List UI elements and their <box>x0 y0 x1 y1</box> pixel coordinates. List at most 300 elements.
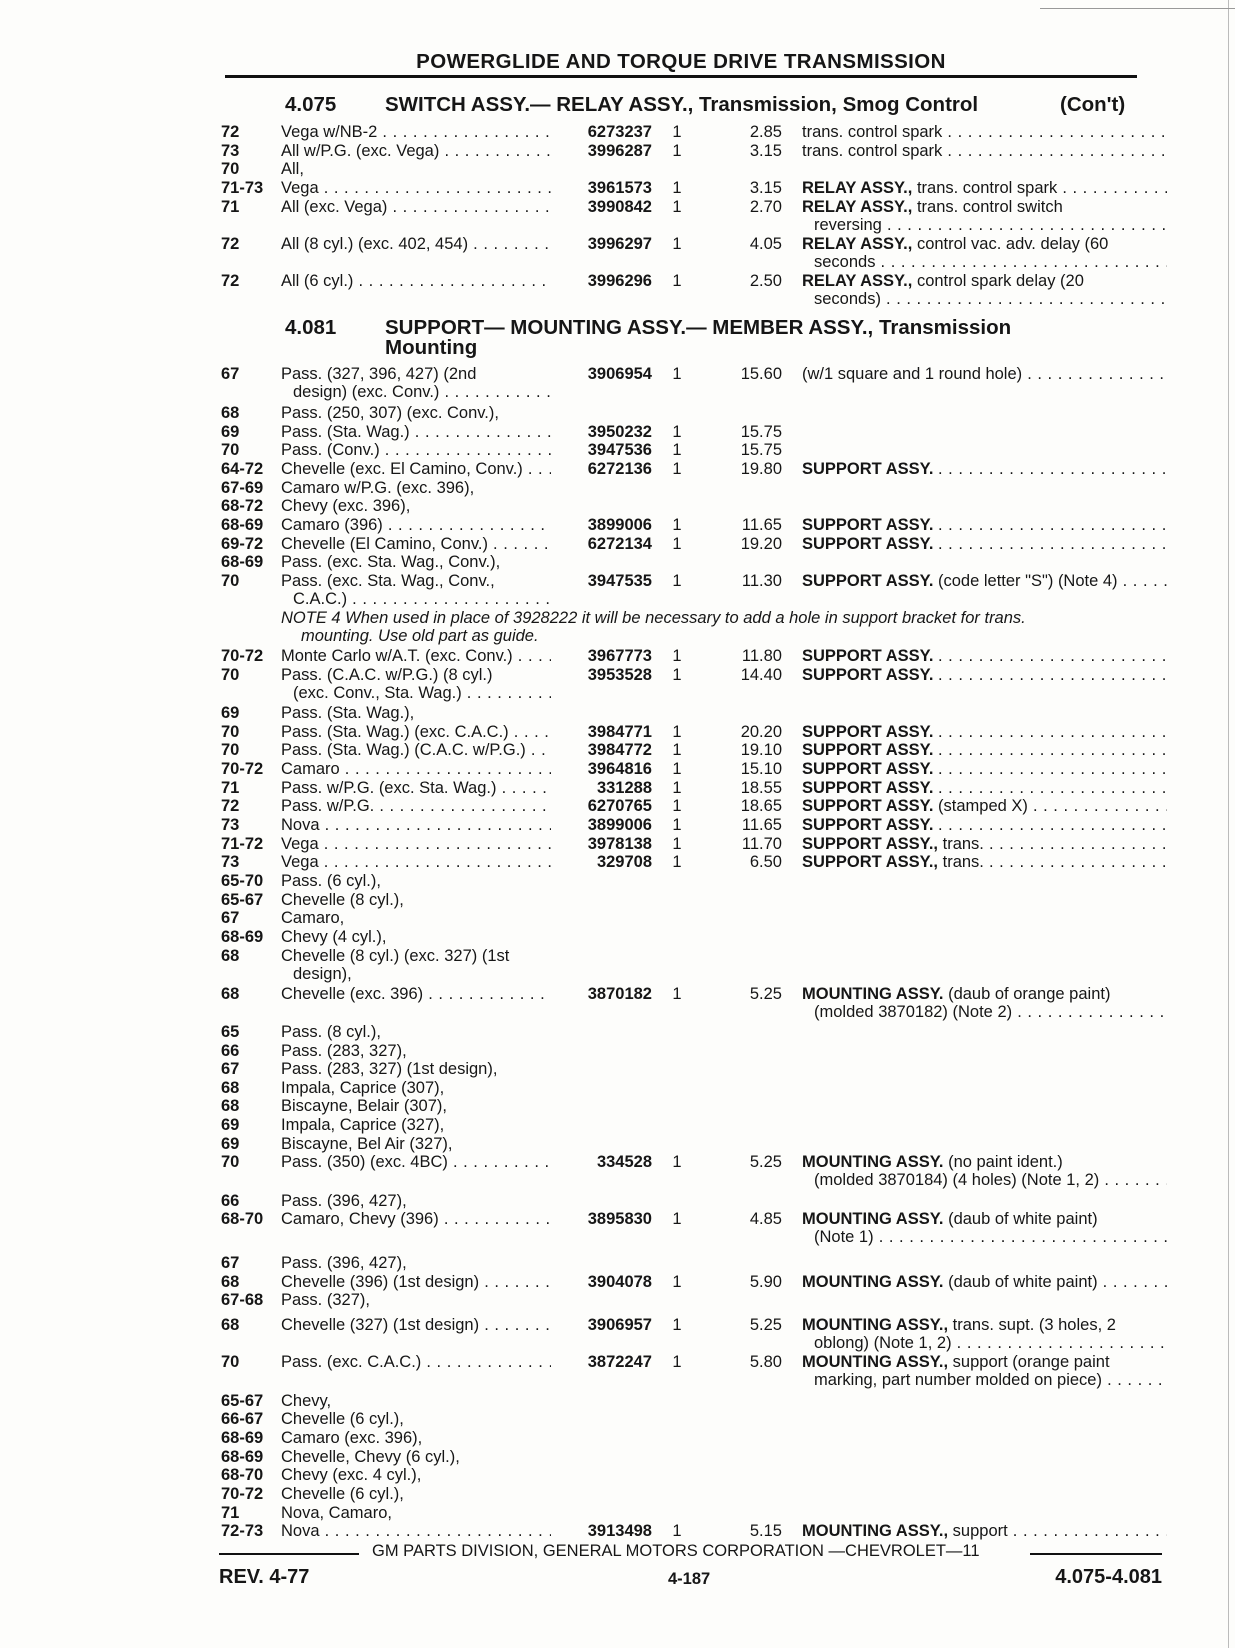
description-cell <box>802 1153 1167 1189</box>
description-bold: MOUNTING ASSY., <box>802 1353 949 1371</box>
price: 5.25 <box>749 985 782 1003</box>
model-year: 68-69 <box>221 928 264 946</box>
model-year: 71 <box>221 1504 240 1522</box>
model-year: 71-73 <box>221 179 264 197</box>
description-text-cont: (Note 1) . . . <box>802 1228 1167 1246</box>
description-bold: MOUNTING ASSY. <box>802 1153 944 1171</box>
part-number: 3906954 <box>587 365 652 383</box>
application-text: Pass. (396, 427), <box>281 1254 407 1272</box>
application-text: Chevelle (exc. El Camino, Conv.) . . . <box>281 460 551 478</box>
description-text-cont: reversing . . . <box>802 216 1167 234</box>
page-title: POWERGLIDE AND TORQUE DRIVE TRANSMISSION <box>416 50 946 73</box>
description-cell <box>802 572 1167 590</box>
price: 11.80 <box>741 647 782 665</box>
part-number: 3899006 <box>587 816 652 834</box>
application-cell <box>281 1392 551 1410</box>
model-year: 71-72 <box>221 835 264 853</box>
model-year: 68-69 <box>221 516 264 534</box>
application-text: Vega . . . <box>281 179 551 197</box>
description-text: trans. <box>942 853 984 871</box>
description-bold: MOUNTING ASSY. <box>802 985 944 1003</box>
model-year: 72 <box>221 123 240 141</box>
quantity: 1 <box>672 1153 682 1171</box>
application-text: Nova, Camaro, <box>281 1504 392 1522</box>
description-cell <box>802 723 1167 741</box>
part-number: 3947535 <box>587 572 652 590</box>
application-cell <box>281 985 551 1003</box>
application-cell <box>281 535 551 553</box>
description-bold: SUPPORT ASSY. <box>802 535 934 553</box>
part-number: 3895830 <box>587 1210 652 1228</box>
note-line-2: mounting. Use old part as guide. <box>301 627 539 645</box>
description-line <box>802 535 1167 553</box>
quantity: 1 <box>672 1273 682 1291</box>
price: 20.20 <box>740 723 782 741</box>
price: 4.05 <box>749 235 782 253</box>
application-cell <box>281 1153 551 1171</box>
description-cell <box>802 272 1167 308</box>
model-year: 70 <box>221 666 240 684</box>
model-year: 68 <box>221 1273 240 1291</box>
price: 6.50 <box>749 853 782 871</box>
model-year: 68-69 <box>221 553 264 571</box>
model-year: 68 <box>221 1079 240 1097</box>
model-year: 71 <box>221 779 240 797</box>
title-rule <box>225 75 1137 78</box>
application-text: Pass. (C.A.C. w/P.G.) (8 cyl.) <box>281 666 493 684</box>
model-year: 68-69 <box>221 1429 264 1447</box>
application-cell <box>281 1504 551 1522</box>
part-number: 3964816 <box>587 760 652 778</box>
application-text: Chevelle (396) (1st design) . . . <box>281 1273 551 1291</box>
quantity: 1 <box>672 797 682 815</box>
application-text: All (8 cyl.) (exc. 402, 454) . . . <box>281 235 551 253</box>
description-line <box>802 179 1167 197</box>
application-text: Camaro w/P.G. (exc. 396), <box>281 479 475 497</box>
application-cell <box>281 647 551 665</box>
description-line <box>802 198 1063 216</box>
description-line <box>802 365 1167 383</box>
description-line <box>802 516 1167 534</box>
application-cell <box>281 779 551 797</box>
description-bold: SUPPORT ASSY. <box>802 723 934 741</box>
description-text: (stamped X) <box>938 797 1028 815</box>
quantity: 1 <box>672 853 682 871</box>
part-number: 3996297 <box>587 235 652 253</box>
application-text: Camaro, <box>281 909 345 927</box>
description-bold: MOUNTING ASSY. <box>802 1210 944 1228</box>
application-text: All (6 cyl.) . . . <box>281 272 551 290</box>
quantity: 1 <box>672 1210 682 1228</box>
description-text: trans. control spark <box>802 142 943 160</box>
application-text: Pass. w/P.G. . . . <box>281 797 551 815</box>
price: 5.25 <box>749 1153 782 1171</box>
model-year: 68-70 <box>221 1466 264 1484</box>
quantity: 1 <box>672 816 682 834</box>
description-line <box>802 1210 1098 1228</box>
application-cell <box>281 160 551 178</box>
application-text: Pass. (exc. C.A.C.) . . . <box>281 1353 551 1371</box>
price: 3.15 <box>749 142 782 160</box>
description-bold: MOUNTING ASSY. <box>802 1273 944 1291</box>
application-cell <box>281 741 551 759</box>
application-text: Camaro (exc. 396), <box>281 1429 423 1447</box>
description-text: control vac. adv. delay (60 <box>916 235 1109 253</box>
quantity: 1 <box>672 985 682 1003</box>
model-year: 64-72 <box>221 460 264 478</box>
footer-revision: REV. 4-77 <box>219 1566 310 1588</box>
description-bold: RELAY ASSY., <box>802 198 913 216</box>
application-text: Pass. (327), <box>281 1291 370 1309</box>
description-line <box>802 460 1167 478</box>
model-year: 70 <box>221 1153 240 1171</box>
application-cell <box>281 1079 551 1097</box>
description-bold: SUPPORT ASSY., <box>802 853 939 871</box>
description-bold: RELAY ASSY., <box>802 272 913 290</box>
quantity: 1 <box>672 1353 682 1371</box>
application-text: Vega w/NB-2 . . . <box>281 123 551 141</box>
application-cell <box>281 235 551 253</box>
description-text: support (orange paint <box>952 1353 1110 1371</box>
part-number: 3996296 <box>587 272 652 290</box>
part-number: 329708 <box>596 853 652 871</box>
description-bold: MOUNTING ASSY., <box>802 1316 949 1334</box>
quantity: 1 <box>672 647 682 665</box>
application-text: Pass. (250, 307) (exc. Conv.), <box>281 404 499 422</box>
description-text: control spark delay (20 <box>916 272 1084 290</box>
application-text-cont: C.A.C.) . . . <box>281 590 551 608</box>
model-year: 69 <box>221 423 240 441</box>
description-line <box>802 779 1167 797</box>
description-line <box>802 1353 1110 1371</box>
scan-edge-line <box>1228 0 1229 1648</box>
price: 19.80 <box>740 460 782 478</box>
price: 5.80 <box>749 1353 782 1371</box>
description-bold: SUPPORT ASSY. <box>802 797 934 815</box>
part-number: 3870182 <box>587 985 652 1003</box>
description-cell <box>802 760 1167 778</box>
quantity: 1 <box>672 179 682 197</box>
price: 5.90 <box>749 1273 782 1291</box>
section-number: 4.075 <box>285 93 337 116</box>
part-number: 334528 <box>596 1153 652 1171</box>
model-year: 68-69 <box>221 1448 264 1466</box>
price: 11.65 <box>741 516 782 534</box>
quantity: 1 <box>672 741 682 759</box>
application-cell <box>281 365 551 401</box>
note-4 <box>281 609 1141 645</box>
description-text: trans. <box>942 835 984 853</box>
application-text: Pass. (283, 327) (1st design), <box>281 1060 498 1078</box>
description-cell <box>802 666 1167 684</box>
model-year: 70 <box>221 1353 240 1371</box>
description-bold: RELAY ASSY., <box>802 235 913 253</box>
quantity: 1 <box>672 423 682 441</box>
application-cell <box>281 553 551 571</box>
description-line <box>802 572 1167 590</box>
quantity: 1 <box>672 723 682 741</box>
model-year: 67 <box>221 365 240 383</box>
quantity: 1 <box>672 1522 682 1540</box>
application-text: Pass. (6 cyl.), <box>281 872 381 890</box>
application-text: Pass. (exc. Sta. Wag., Conv.), <box>281 553 501 571</box>
description-text: (no paint ident.) <box>948 1153 1063 1171</box>
part-number: 3996287 <box>587 142 652 160</box>
price: 2.50 <box>749 272 782 290</box>
model-year: 65-67 <box>221 891 264 909</box>
model-year: 70 <box>221 441 240 459</box>
model-year: 70 <box>221 723 240 741</box>
application-text: Pass. (exc. Sta. Wag., Conv., <box>281 572 495 590</box>
application-cell <box>281 1273 551 1291</box>
description-cell <box>802 741 1167 759</box>
price: 5.15 <box>749 1522 782 1540</box>
application-cell <box>281 666 551 702</box>
footer-page-number: 4-187 <box>668 1570 711 1588</box>
model-year: 67 <box>221 1254 240 1272</box>
application-cell <box>281 1060 551 1078</box>
description-cell <box>802 1353 1167 1389</box>
price: 19.20 <box>740 535 782 553</box>
quantity: 1 <box>672 142 682 160</box>
description-text-cont: (molded 3870184) (4 holes) (Note 1, 2) . . . <box>802 1171 1167 1189</box>
description-line <box>802 760 1167 778</box>
application-cell <box>281 1429 551 1447</box>
description-text-cont: oblong) (Note 1, 2) . . . <box>802 1334 1167 1352</box>
part-number: 331288 <box>596 779 652 797</box>
application-cell <box>281 835 551 853</box>
model-year: 73 <box>221 142 240 160</box>
price: 15.10 <box>740 760 782 778</box>
part-number: 3904078 <box>587 1273 652 1291</box>
description-cell <box>802 853 1167 871</box>
model-year: 72 <box>221 235 240 253</box>
quantity: 1 <box>672 760 682 778</box>
description-bold: SUPPORT ASSY. <box>802 647 934 665</box>
application-text: All w/P.G. (exc. Vega) . . . <box>281 142 551 160</box>
part-number: 3947536 <box>587 441 652 459</box>
application-cell <box>281 1042 551 1060</box>
description-text: (w/1 square and 1 round hole) <box>802 365 1023 383</box>
model-year: 67-69 <box>221 479 264 497</box>
description-bold: SUPPORT ASSY. <box>802 816 934 834</box>
model-year: 68-72 <box>221 497 264 515</box>
description-text: (daub of white paint) <box>948 1273 1098 1291</box>
application-text: Chevy (4 cyl.), <box>281 928 387 946</box>
model-year: 68 <box>221 1097 240 1115</box>
application-cell <box>281 142 551 160</box>
part-number: 6270765 <box>587 797 652 815</box>
part-number: 3984772 <box>587 741 652 759</box>
application-text: Biscayne, Belair (307), <box>281 1097 447 1115</box>
part-number: 3990842 <box>587 198 652 216</box>
model-year: 66 <box>221 1192 240 1210</box>
model-year: 69-72 <box>221 535 264 553</box>
description-cell <box>802 460 1167 478</box>
part-number: 3953528 <box>587 666 652 684</box>
description-cell <box>802 365 1167 383</box>
description-text-cont: seconds) . . . <box>802 290 1167 308</box>
application-text: Chevelle (6 cyl.), <box>281 1485 404 1503</box>
price: 2.70 <box>749 198 782 216</box>
application-text: Vega . . . <box>281 853 551 871</box>
note-line-1: NOTE 4 When used in place of 3928222 it will be necessary to add a hole in support bracket for trans. <box>281 609 1026 627</box>
part-number: 3872247 <box>587 1353 652 1371</box>
application-cell <box>281 704 551 722</box>
description-text: trans. supt. (3 holes, 2 <box>952 1316 1116 1334</box>
scan-top-line <box>1040 8 1235 9</box>
application-text: Pass. (Sta. Wag.) (exc. C.A.C.) . . . <box>281 723 551 741</box>
application-cell <box>281 179 551 197</box>
model-year: 70-72 <box>221 760 264 778</box>
quantity: 1 <box>672 516 682 534</box>
application-text: Chevy, <box>281 1392 332 1410</box>
application-cell <box>281 404 551 422</box>
application-cell <box>281 1116 551 1134</box>
application-cell <box>281 516 551 534</box>
model-year: 67-68 <box>221 1291 264 1309</box>
price: 15.75 <box>740 441 782 459</box>
model-year: 68 <box>221 404 240 422</box>
application-text: Chevelle, Chevy (6 cyl.), <box>281 1448 460 1466</box>
application-cell <box>281 460 551 478</box>
quantity: 1 <box>672 198 682 216</box>
model-year: 70-72 <box>221 647 264 665</box>
application-text: Chevy (exc. 4 cyl.), <box>281 1466 422 1484</box>
description-cell <box>802 516 1167 534</box>
application-cell <box>281 909 551 927</box>
part-number: 3984771 <box>587 723 652 741</box>
description-text: trans. control spark <box>802 123 943 141</box>
application-text: Pass. (Sta. Wag.) (C.A.C. w/P.G.) . . . <box>281 741 551 759</box>
application-cell <box>281 1485 551 1503</box>
application-text: Pass. (327, 396, 427) (2nd <box>281 365 477 383</box>
application-text: Chevelle (8 cyl.) (exc. 327) (1st <box>281 947 510 965</box>
model-year: 73 <box>221 853 240 871</box>
quantity: 1 <box>672 460 682 478</box>
application-text: All, <box>281 160 304 178</box>
part-number: 3950232 <box>587 423 652 441</box>
description-line <box>802 853 1167 871</box>
application-text-cont: design), <box>293 965 352 983</box>
description-text: (daub of white paint) <box>948 1210 1098 1228</box>
quantity: 1 <box>672 235 682 253</box>
description-line <box>802 647 1167 665</box>
quantity: 1 <box>672 272 682 290</box>
footer-section-range: 4.075-4.081 <box>1055 1566 1162 1588</box>
description-cell <box>802 179 1167 197</box>
description-line <box>802 1273 1167 1291</box>
section-number: 4.081 <box>285 316 337 339</box>
model-year: 71 <box>221 198 240 216</box>
price: 11.30 <box>741 572 782 590</box>
part-number: 3906957 <box>587 1316 652 1334</box>
price: 5.25 <box>749 1316 782 1334</box>
model-year: 68 <box>221 947 240 965</box>
model-year: 69 <box>221 1135 240 1153</box>
price: 15.75 <box>740 423 782 441</box>
description-cell <box>802 1522 1167 1540</box>
description-cell <box>802 816 1167 834</box>
application-text: Nova . . . <box>281 1522 551 1540</box>
application-text-cont: design) (exc. Conv.) . . . <box>281 383 551 401</box>
application-cell <box>281 572 551 608</box>
description-line <box>802 741 1167 759</box>
application-text: Chevelle (El Camino, Conv.) . . . <box>281 535 551 553</box>
quantity: 1 <box>672 835 682 853</box>
application-cell <box>281 272 551 290</box>
application-cell <box>281 1522 551 1540</box>
application-text: Biscayne, Bel Air (327), <box>281 1135 453 1153</box>
description-cell <box>802 779 1167 797</box>
description-text: (daub of orange paint) <box>948 985 1111 1003</box>
application-text: Chevelle (6 cyl.), <box>281 1410 404 1428</box>
application-text: Pass. (Sta. Wag.) . . . <box>281 423 551 441</box>
price: 14.40 <box>740 666 782 684</box>
continued-label: (Con't) <box>1060 93 1126 116</box>
part-number: 6272134 <box>587 535 652 553</box>
application-cell <box>281 816 551 834</box>
description-cell <box>802 198 1167 234</box>
application-text: Pass. (350) (exc. 4BC) . . . <box>281 1153 551 1171</box>
price: 11.65 <box>741 816 782 834</box>
model-year: 73 <box>221 816 240 834</box>
model-year: 72 <box>221 797 240 815</box>
description-text: (code letter "S") (Note 4) <box>938 572 1118 590</box>
application-cell <box>281 479 551 497</box>
price: 18.65 <box>740 797 782 815</box>
model-year: 72-73 <box>221 1522 264 1540</box>
description-line <box>802 666 1167 684</box>
description-text-cont: seconds . . . <box>802 253 1167 271</box>
description-cell <box>802 985 1167 1021</box>
description-line <box>802 1153 1063 1171</box>
description-bold: SUPPORT ASSY., <box>802 835 939 853</box>
description-bold: SUPPORT ASSY. <box>802 741 934 759</box>
application-cell <box>281 853 551 871</box>
model-year: 70-72 <box>221 1485 264 1503</box>
description-line <box>802 235 1108 253</box>
description-bold: SUPPORT ASSY. <box>802 572 934 590</box>
application-text: Pass. (Sta. Wag.), <box>281 704 415 722</box>
model-year: 65-67 <box>221 1392 264 1410</box>
model-year: 69 <box>221 1116 240 1134</box>
application-text: Camaro (396) . . . <box>281 516 551 534</box>
part-number: 3899006 <box>587 516 652 534</box>
footer-division: GM PARTS DIVISION, GENERAL MOTORS CORPORATION —CHEVROLET—11 <box>372 1542 980 1560</box>
application-text: Chevelle (exc. 396) . . . <box>281 985 551 1003</box>
description-bold: RELAY ASSY., <box>802 179 913 197</box>
quantity: 1 <box>672 1316 682 1334</box>
quantity: 1 <box>672 365 682 383</box>
price: 19.10 <box>740 741 782 759</box>
application-cell <box>281 1023 551 1041</box>
model-year: 67 <box>221 1060 240 1078</box>
description-cell <box>802 142 1167 160</box>
description-line <box>802 985 1110 1003</box>
description-cell <box>802 835 1167 853</box>
application-cell <box>281 1448 551 1466</box>
application-cell <box>281 1135 551 1153</box>
application-text: Camaro . . . <box>281 760 551 778</box>
description-cell <box>802 235 1167 271</box>
application-cell <box>281 198 551 216</box>
description-bold: MOUNTING ASSY., <box>802 1522 949 1540</box>
part-number: 3913498 <box>587 1522 652 1540</box>
description-text: support <box>952 1522 1008 1540</box>
price: 18.55 <box>740 779 782 797</box>
description-cell <box>802 123 1167 141</box>
